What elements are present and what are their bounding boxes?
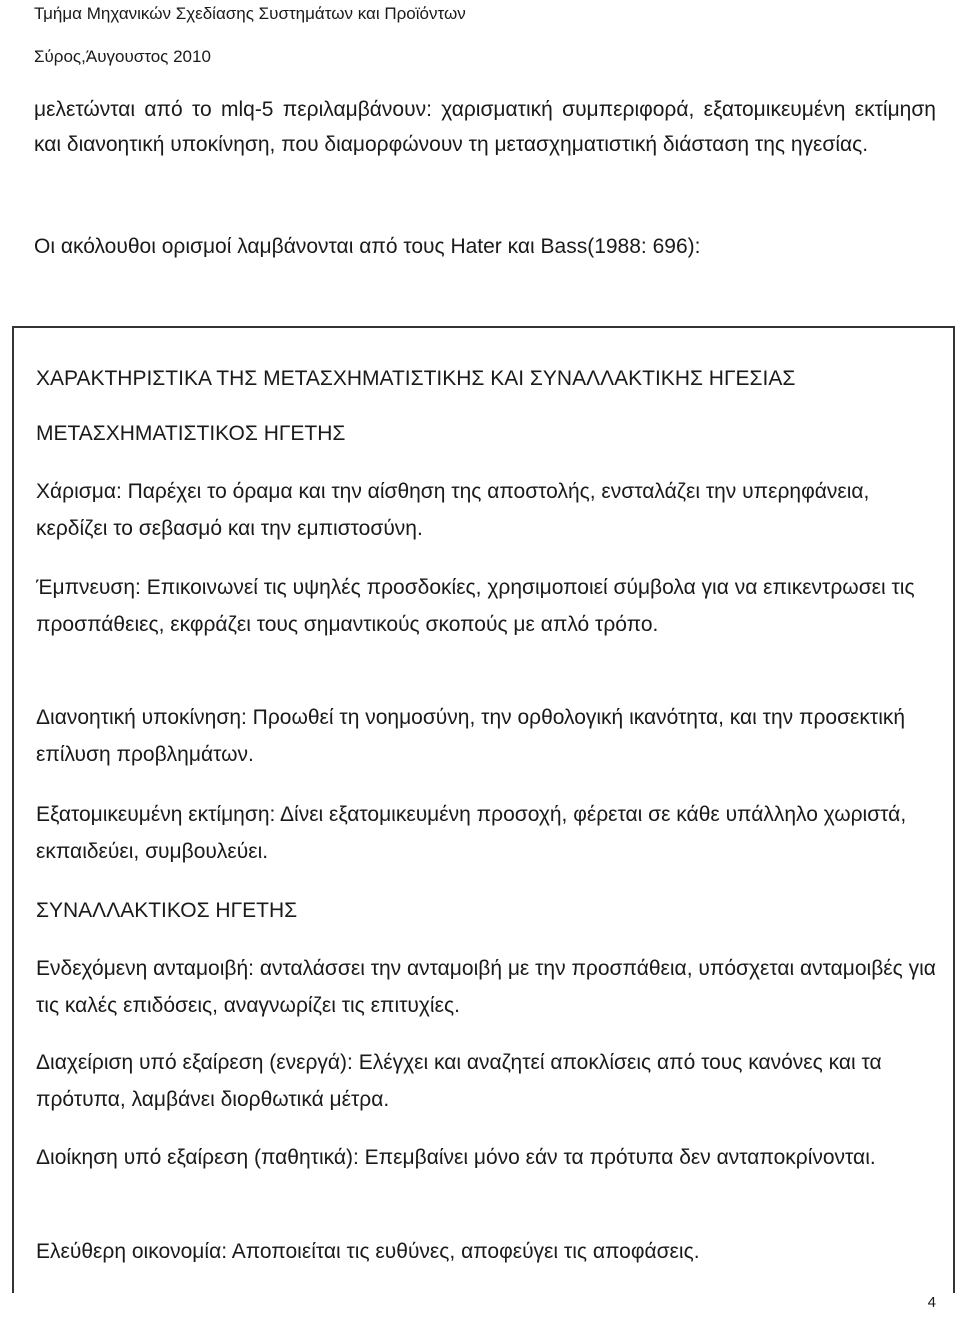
item-laissez-faire: Ελεύθερη οικονομία: Αποποιείται τις ευθύνες, αποφεύγει τις αποφάσεις. <box>36 1240 700 1263</box>
intro-paragraph: μελετώνται από το mlq-5 περιλαμβάνουν: χαρισματική συμπεριφορά, εξατομικευμένη εκτίμηση και διανοητική υποκίνηση, που διαμορφώνουν τη μετασχηματιστική διάσταση της ηγεσίας. <box>34 98 936 156</box>
header-place-date: Σύρος,Άυγουστος 2010 <box>34 47 211 66</box>
box-title: ΧΑΡΑΚΤΗΡΙΣΤΙΚΑ ΤΗΣ ΜΕΤΑΣΧΗΜΑΤΙΣΤΙΚΗΣ ΚΑΙ ΣΥΝΑΛΛΑΚΤΙΚΗΣ ΗΓΕΣΙΑΣ <box>36 367 796 390</box>
item-management-passive: Διοίκηση υπό εξαίρεση (παθητικά): Επεμβαίνει μόνο εάν τα πρότυπα δεν ανταποκρίνονται. <box>36 1146 876 1169</box>
item-intellectual-stimulation: Διανοητική υποκίνηση: Προωθεί τη νοημοσύνη, την ορθολογική ικανότητα, και την προσεκτική επίλυση προβλημάτων. <box>36 706 906 766</box>
item-inspiration: Έμπνευση: Επικοινωνεί τις υψηλές προσδοκίες, χρησιμοποιεί σύμβολα για να επικεντρωσει τις προσπάθειες, εκφράζει τους σημαντικούς σκοπούς με απλό τρόπο. <box>36 576 915 636</box>
definitions-intro: Οι ακόλουθοι ορισμοί λαμβάνονται από τους Hater και Bass(1988: 696): <box>34 235 701 258</box>
item-individualized-consideration: Εξατομικευμένη εκτίμηση: Δίνει εξατομικευμένη προσοχή, φέρεται σε κάθε υπάλληλο χωριστά, εκπαιδεύει, συμβουλεύει. <box>36 803 907 863</box>
item-management-active: Διαχείριση υπό εξαίρεση (ενεργά): Ελέγχει και αναζητεί αποκλίσεις από τους κανόνες και τα πρότυπα, λαμβάνει διορθωτικά μέτρα. <box>36 1051 882 1111</box>
page-number: 4 <box>927 1294 936 1311</box>
transformational-heading: ΜΕΤΑΣΧΗΜΑΤΙΣΤΙΚΟΣ ΗΓΕΤΗΣ <box>36 422 346 445</box>
characteristics-box <box>12 326 955 1293</box>
item-charisma: Χάρισμα: Παρέχει το όραμα και την αίσθηση της αποστολής, ενσταλάζει την υπερηφάνεια, κερδίζει το σεβασμό και την εμπιστοσύνη. <box>36 480 870 540</box>
header-department: Τμήμα Μηχανικών Σχεδίασης Συστημάτων και Προϊόντων <box>34 4 466 23</box>
item-contingent-reward: Ενδεχόμενη ανταμοιβή: ανταλάσσει την ανταμοιβή με την προσπάθεια, υπόσχεται ανταμοιβές για τις καλές επιδόσεις, αναγνωρίζει τις επιτυχίες. <box>36 957 936 1017</box>
transactional-heading: ΣΥΝΑΛΛΑΚΤΙΚΟΣ ΗΓΕΤΗΣ <box>36 899 298 922</box>
